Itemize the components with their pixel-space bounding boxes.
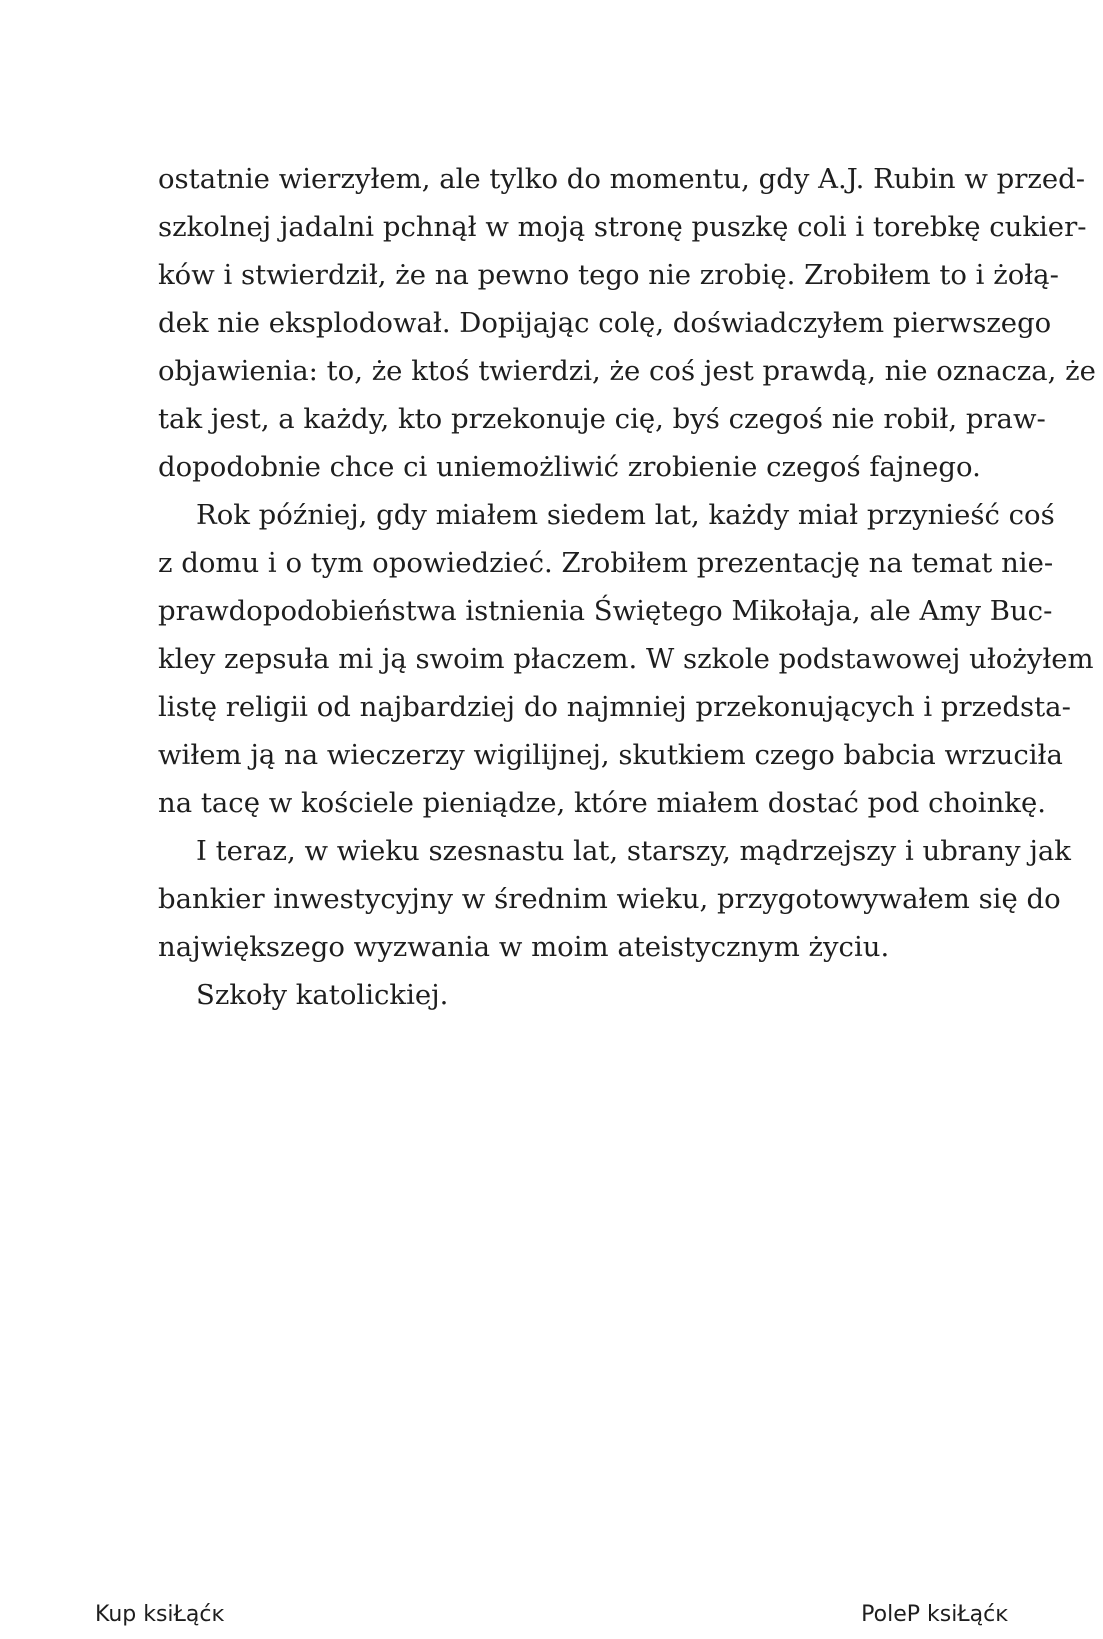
recommend-book-link[interactable]: PoleP ksiŁąćĸ: [861, 1602, 1008, 1627]
text-line: dek nie eksplodował. Dopijając colę, doświadczyłem pierwszego: [158, 307, 1052, 339]
paragraph: [158, 491, 1094, 827]
text-line: Szkoły katolickiej.: [196, 979, 449, 1011]
text-line: największego wyzwania w moim ateistycznym życiu.: [158, 931, 890, 963]
text-line: tak jest, a każdy, kto przekonuje cię, byś czegoś nie robił, praw-: [158, 403, 1046, 435]
text-line: objawienia: to, że ktoś twierdzi, że coś jest prawdą, nie oznacza, że: [158, 355, 1096, 387]
paragraph: [158, 155, 1096, 491]
paragraph: [158, 827, 1071, 971]
text-line: kley zepsuła mi ją swoim płaczem. W szkole podstawowej ułożyłem: [158, 643, 1094, 675]
text-line: bankier inwestycyjny w średnim wieku, przygotowywałem się do: [158, 883, 1061, 915]
paragraph: [158, 971, 950, 1019]
text-line: ostatnie wierzyłem, ale tylko do momentu, gdy A.J. Rubin w przed-: [158, 163, 1086, 195]
text-line: wiłem ją na wieczerzy wigilijnej, skutkiem czego babcia wrzuciła: [158, 739, 1063, 771]
text-line: I teraz, w wieku szesnastu lat, starszy, mądrzejszy i ubrany jak: [196, 835, 1071, 867]
text-line: ków i stwierdził, że na pewno tego nie zrobię. Zrobiłem to i żołą-: [158, 259, 1059, 291]
text-line: Rok później, gdy miałem siedem lat, każdy miał przynieść coś: [196, 499, 1055, 531]
text-line: prawdopodobieństwa istnienia Świętego Mikołaja, ale Amy Buc-: [158, 595, 1053, 627]
text-line: listę religii od najbardziej do najmniej przekonujących i przedsta-: [158, 691, 1071, 723]
text-line: na tacę w kościele pieniądze, które miałem dostać pod choinkę.: [158, 787, 1046, 819]
body-text: [158, 155, 1096, 1019]
text-line: szkolnej jadalni pchnął w moją stronę puszkę coli i torebkę cukier-: [158, 211, 1087, 243]
buy-book-link[interactable]: Kup ksiŁąćĸ: [95, 1602, 225, 1627]
text-line: dopodobnie chce ci uniemożliwić zrobienie czegoś fajnego.: [158, 451, 981, 483]
text-line: z domu i o tym opowiedzieć. Zrobiłem prezentację na temat nie-: [158, 547, 1054, 579]
